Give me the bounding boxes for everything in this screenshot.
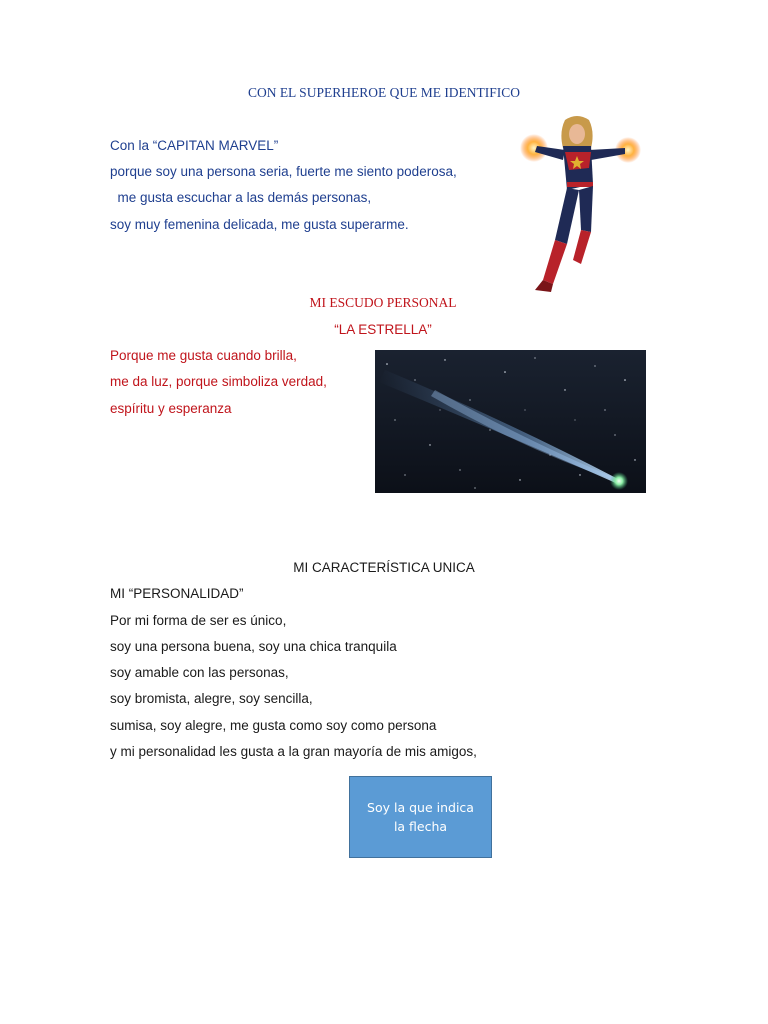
characteristic-line: Por mi forma de ser es único,: [110, 613, 287, 628]
characteristic-line: soy una persona buena, soy una chica tranquila: [110, 639, 397, 654]
callout-text: Soy la que indica la flecha: [367, 800, 474, 834]
superhero-line: Con la “CAPITAN MARVEL”: [110, 138, 279, 153]
comet-image: [375, 350, 646, 493]
superhero-title: CON EL SUPERHEROE QUE ME IDENTIFICO: [247, 85, 521, 100]
shield-line: espíritu y esperanza: [110, 401, 232, 416]
characteristic-line: y mi personalidad les gusta a la gran mayoría de mis amigos,: [110, 744, 477, 759]
characteristic-line: sumisa, soy alegre, me gusta como soy como persona: [110, 718, 437, 733]
characteristic-title: MI CARACTERÍSTICA UNICA: [293, 560, 475, 575]
superhero-line: me gusta escuchar a las demás personas,: [110, 190, 372, 205]
superhero-line: soy muy femenina delicada, me gusta superarme.: [110, 217, 409, 232]
characteristic-line: soy bromista, alegre, soy sencilla,: [110, 691, 313, 706]
characteristic-line: MI “PERSONALIDAD”: [110, 586, 244, 601]
callout-box: [349, 776, 492, 858]
characteristic-line: soy amable con las personas,: [110, 665, 289, 680]
shield-title: MI ESCUDO PERSONAL: [309, 295, 457, 310]
superhero-image: [515, 112, 650, 294]
shield-line: Porque me gusta cuando brilla,: [110, 348, 297, 363]
shield-subtitle: “LA ESTRELLA”: [334, 322, 432, 337]
superhero-line: porque soy una persona seria, fuerte me siento poderosa,: [110, 164, 457, 179]
shield-line: me da luz, porque simboliza verdad,: [110, 374, 327, 389]
